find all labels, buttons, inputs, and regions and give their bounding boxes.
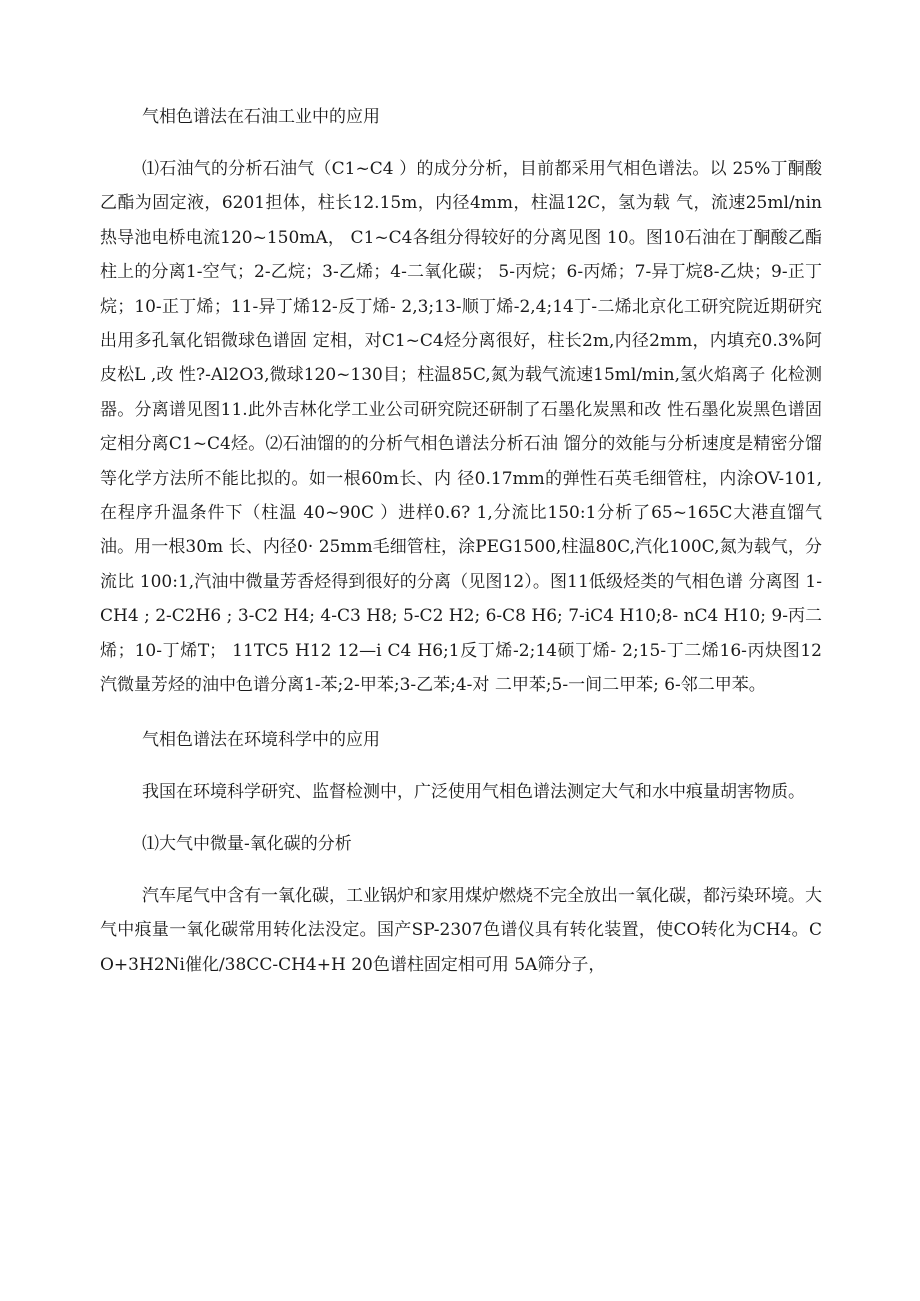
section-heading-petroleum: 气相色谱法在石油工业中的应用: [142, 107, 380, 127]
subheading-co-analysis: ⑴大气中微量-氧化碳的分析: [142, 833, 352, 854]
document-body: [100, 100, 822, 982]
paragraph-environment-intro: 我国在环境科学研究、监督检测中，广泛使用气相色谱法测定大气和水中痕量胡害物质。: [142, 781, 805, 802]
paragraph-co-analysis: 汽车尾气中含有一氧化碳，工业锅炉和家用煤炉燃烧不完全放出一氧化碳，都污染环境。大气中痕量一氧化碳常用转化法没定。国产SP-2307色谱仪具有转化装置，使CO转化为CH4。CO+3H2Ni催化/38CC-CH4+H 20色谱柱固定相可用 5A筛分子，: [100, 885, 822, 975]
section-heading-environment: 气相色谱法在环境科学中的应用: [142, 729, 380, 750]
paragraph-petroleum-analysis: ⑴石油气的分析石油气（C1~C4 ）的成分分析，目前都采用气相色谱法。以 25%丁酮酸乙酯为固定液，6201担体，柱长12.15m，内径4mm，柱温12C，氢为载 气，流速25ml/nin热导池电桥电流120~150mA， C1~C4各组分得较好的分离见图 10。图10石油在丁酮酸乙酯柱上的分离1-空气；2-乙烷；3-乙烯；4-二氧化碳； 5-丙烷；6-丙烯；7-异丁烷8-乙炔；9-正丁烷；10-正丁烯；11-异丁烯12-反丁烯- 2,3;13-顺丁烯-2,4;14丁-二烯北京化工研究院近期研究出用多孔氧化铝微球色谱固 定相，对C1~C4烃分离很好，柱长2m,内径2mm，内填充0.3%阿皮松L ,改 性?-Al2O3,微球120~130目；柱温85C,氮为载气流速15ml/min,氢火焰离子 化检测器。分离谱见图11.此外吉林化学工业公司研究院还研制了石墨化炭黑和改 性石墨化炭黑色谱固定相分离C1~C4烃。⑵石油馏的的分析气相色谱法分析石油 馏分的效能与分析速度是精密分馏等化学方法所不能比拟的。如一根60m长、内 径0.17mm的弹性石英毛细管柱，内涂OV-101,在程序升温条件下（柱温 40~90C ）进样0.6? 1,分流比150:1分析了65~165C大港直馏气油。用一根30m 长、内径0· 25mm毛细管柱，涂PEG1500,柱温80C,汽化100C,氮为载气，分流比 100:1,汽油中微量芳香烃得到很好的分离（见图12）。图11低级烃类的气相色谱 分离图 1-CH4 ; 2-C2H6 ; 3-C2 H4; 4-C3 H8; 5-C2 H2; 6-C8 H6; 7-iC4 H10;8- nC4 H10; 9-丙二烯；10-丁烯T； 11TC5 H12 12—i C4 H6;1反丁烯-2;14硕丁烯- 2;15-丁二烯16-丙炔图12汽微量芳烃的油中色谱分离1-苯;2-甲苯;3-乙苯;4-对 二甲苯;5-一间二甲苯; 6-邻二甲苯。: [100, 159, 822, 696]
